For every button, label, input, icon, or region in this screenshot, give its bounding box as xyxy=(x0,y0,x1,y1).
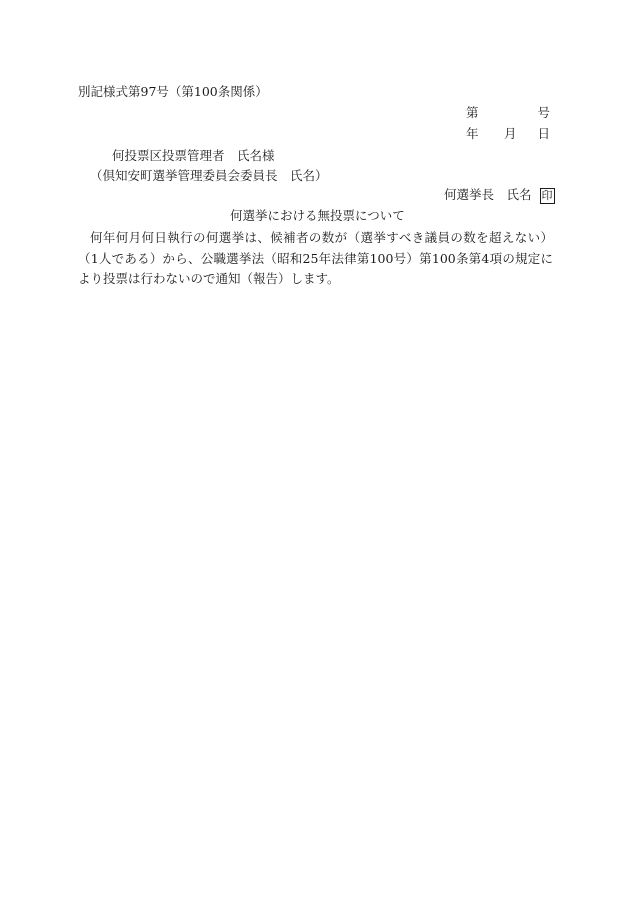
sender xyxy=(444,187,555,204)
number-prefix: 第 xyxy=(466,105,479,120)
date-month: 月 xyxy=(504,126,517,141)
number-suffix: 号 xyxy=(537,105,550,120)
form-label: 別記様式第97号（第100条関係） xyxy=(78,84,268,99)
seal-stamp: 印 xyxy=(541,188,553,202)
body-paragraph: 何年何月何日執行の何選挙は、候補者の数が（選挙すべき議員の数を超えない）（1人である）から、公職選挙法（昭和25年法律第100号）第100条第4項の規定により投票は行わないので通知（報告）します。 xyxy=(78,230,553,286)
date-day: 日 xyxy=(537,126,550,141)
addressee: 何投票区投票管理者 氏名様 xyxy=(112,148,275,163)
addressee-alternate: （倶知安町選挙管理委員会委員長 氏名） xyxy=(90,168,328,183)
subject-title: 何選挙における無投票について xyxy=(230,208,405,223)
sender-name: 何選挙長 氏名 xyxy=(444,187,532,202)
date-year: 年 xyxy=(466,126,479,141)
